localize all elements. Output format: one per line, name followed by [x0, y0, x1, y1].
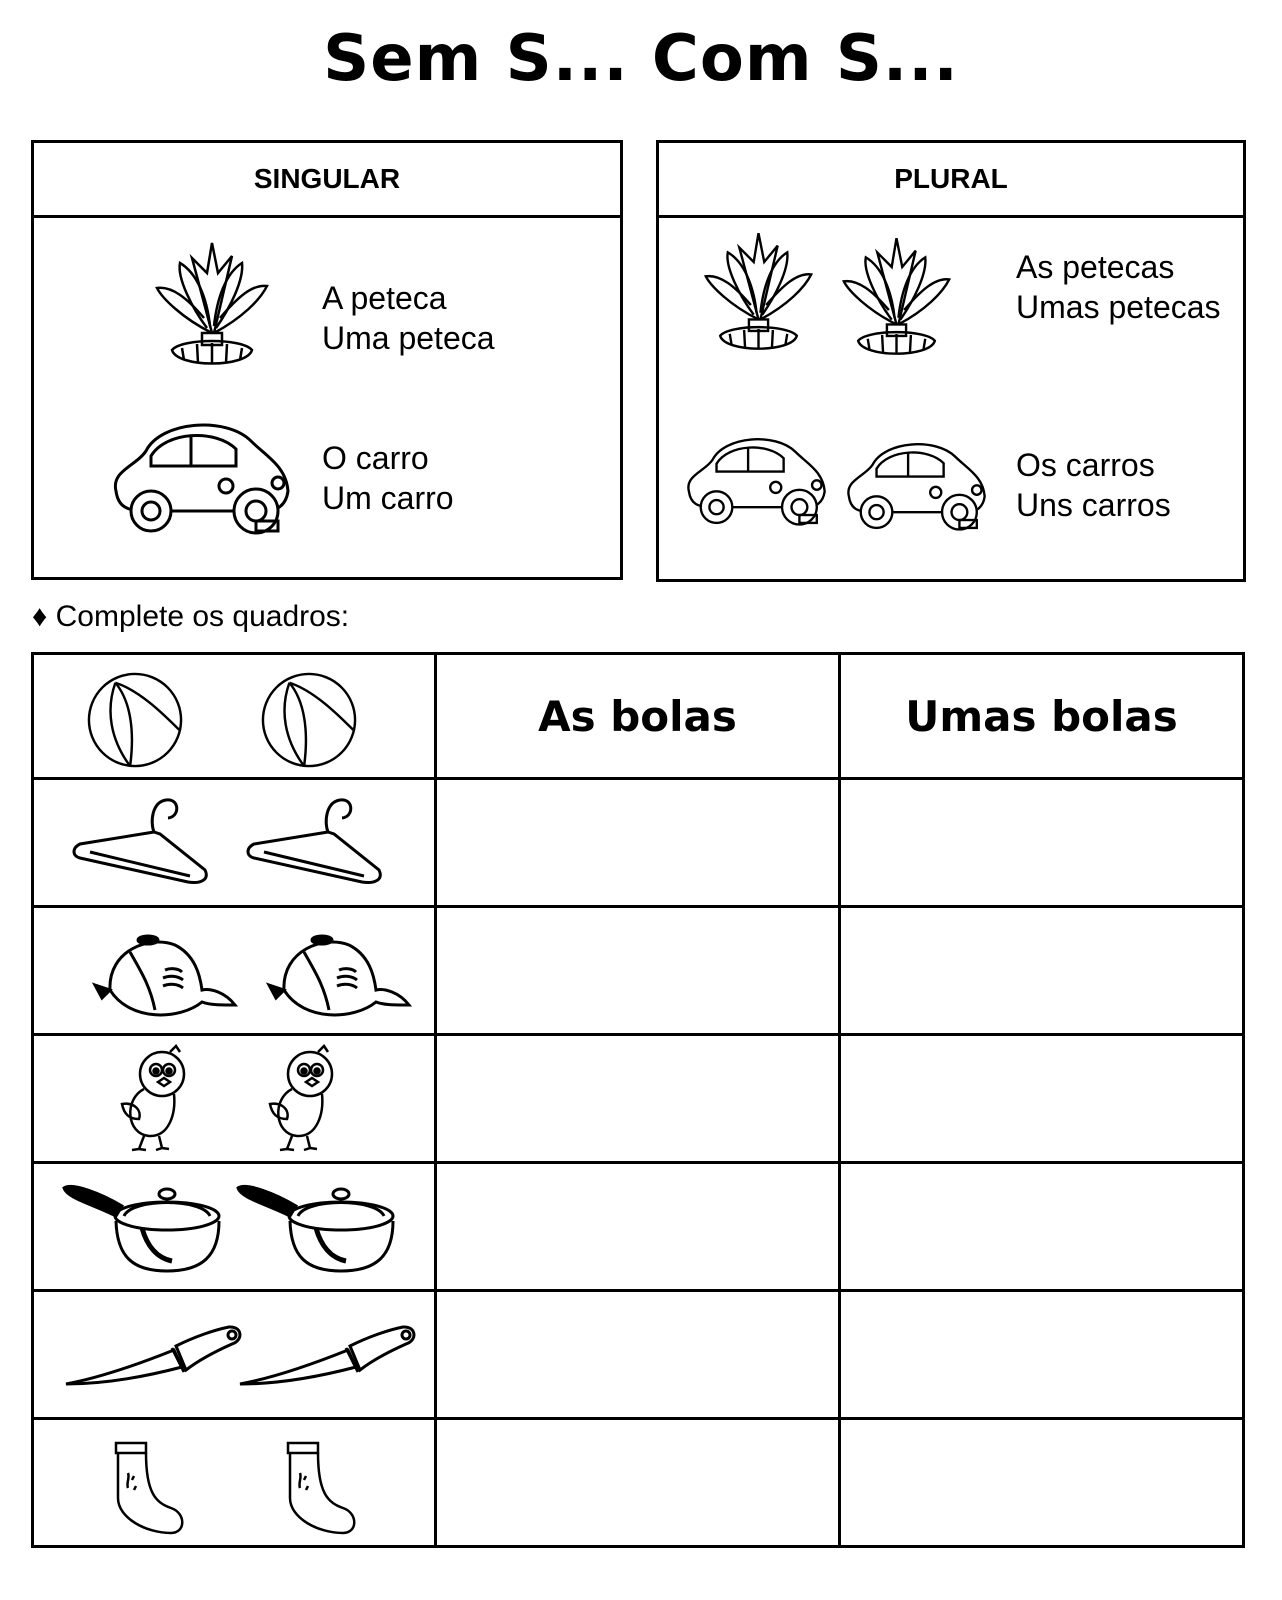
plural-carro-line-1: Os carros [1016, 447, 1155, 483]
table-row-image-cell [31, 1161, 437, 1292]
carro-illustration [681, 428, 831, 531]
chick-icon [114, 1044, 194, 1154]
answer-cell[interactable] [838, 1033, 1245, 1164]
plural-peteca-line-2: Umas petecas [1016, 289, 1221, 325]
table-row-image-cell [31, 1289, 437, 1420]
carro-illustration [841, 433, 991, 536]
cap-icon [90, 930, 240, 1030]
table-row-image-cell [31, 1033, 437, 1164]
answer-cell[interactable] [838, 905, 1245, 1036]
singular-carro-line-1: O carro [322, 440, 429, 476]
singular-box [31, 140, 623, 580]
bola-icon [260, 671, 358, 769]
plural-peteca-line-1: As petecas [1016, 249, 1175, 285]
hanger-icon [244, 792, 384, 892]
hanger-icon [70, 792, 210, 892]
peteca-illustration [701, 228, 816, 363]
answer-cell[interactable] [434, 1289, 841, 1420]
plural-carro-text [1016, 445, 1171, 525]
singular-carro-text [322, 438, 454, 518]
singular-peteca-text [322, 278, 495, 358]
answer-cell[interactable] [434, 905, 841, 1036]
knife-icon [64, 1322, 244, 1392]
exercise-table [31, 652, 1245, 1548]
sock-icon [278, 1438, 358, 1538]
pan-icon [236, 1176, 396, 1276]
instruction-text: ♦ Complete os quadros: [32, 600, 350, 633]
sock-icon [106, 1438, 186, 1538]
table-row-image-cell [31, 905, 437, 1036]
answer-cell[interactable] [838, 777, 1245, 908]
header-umas-bolas: Umas bolas [838, 652, 1245, 780]
singular-carro-line-2: Um carro [322, 480, 454, 516]
answer-cell[interactable] [434, 1417, 841, 1548]
header-as-bolas: As bolas [434, 652, 841, 780]
singular-peteca-line-2: Uma peteca [322, 320, 495, 356]
plural-carro-line-2: Uns carros [1016, 487, 1171, 523]
page-title: Sem S... Com S... [323, 22, 959, 96]
chick-icon [262, 1044, 342, 1154]
table-row-image-cell [31, 1417, 437, 1548]
table-row-image-cell [31, 777, 437, 908]
cap-icon [264, 930, 414, 1030]
answer-cell[interactable] [434, 777, 841, 908]
plural-box [656, 140, 1246, 582]
answer-cell[interactable] [434, 1161, 841, 1292]
singular-header: SINGULAR [34, 143, 620, 218]
table-row-image-cell [31, 652, 437, 780]
answer-cell[interactable] [838, 1289, 1245, 1420]
peteca-illustration [152, 238, 272, 378]
answer-cell[interactable] [838, 1161, 1245, 1292]
bola-icon [86, 671, 184, 769]
singular-peteca-line-1: A peteca [322, 280, 447, 316]
plural-header: PLURAL [659, 143, 1243, 218]
knife-icon [238, 1322, 418, 1392]
carro-illustration [106, 411, 296, 541]
plural-peteca-text [1016, 247, 1221, 327]
peteca-illustration [839, 233, 954, 368]
pan-icon [62, 1176, 222, 1276]
answer-cell[interactable] [838, 1417, 1245, 1548]
answer-cell[interactable] [434, 1033, 841, 1164]
